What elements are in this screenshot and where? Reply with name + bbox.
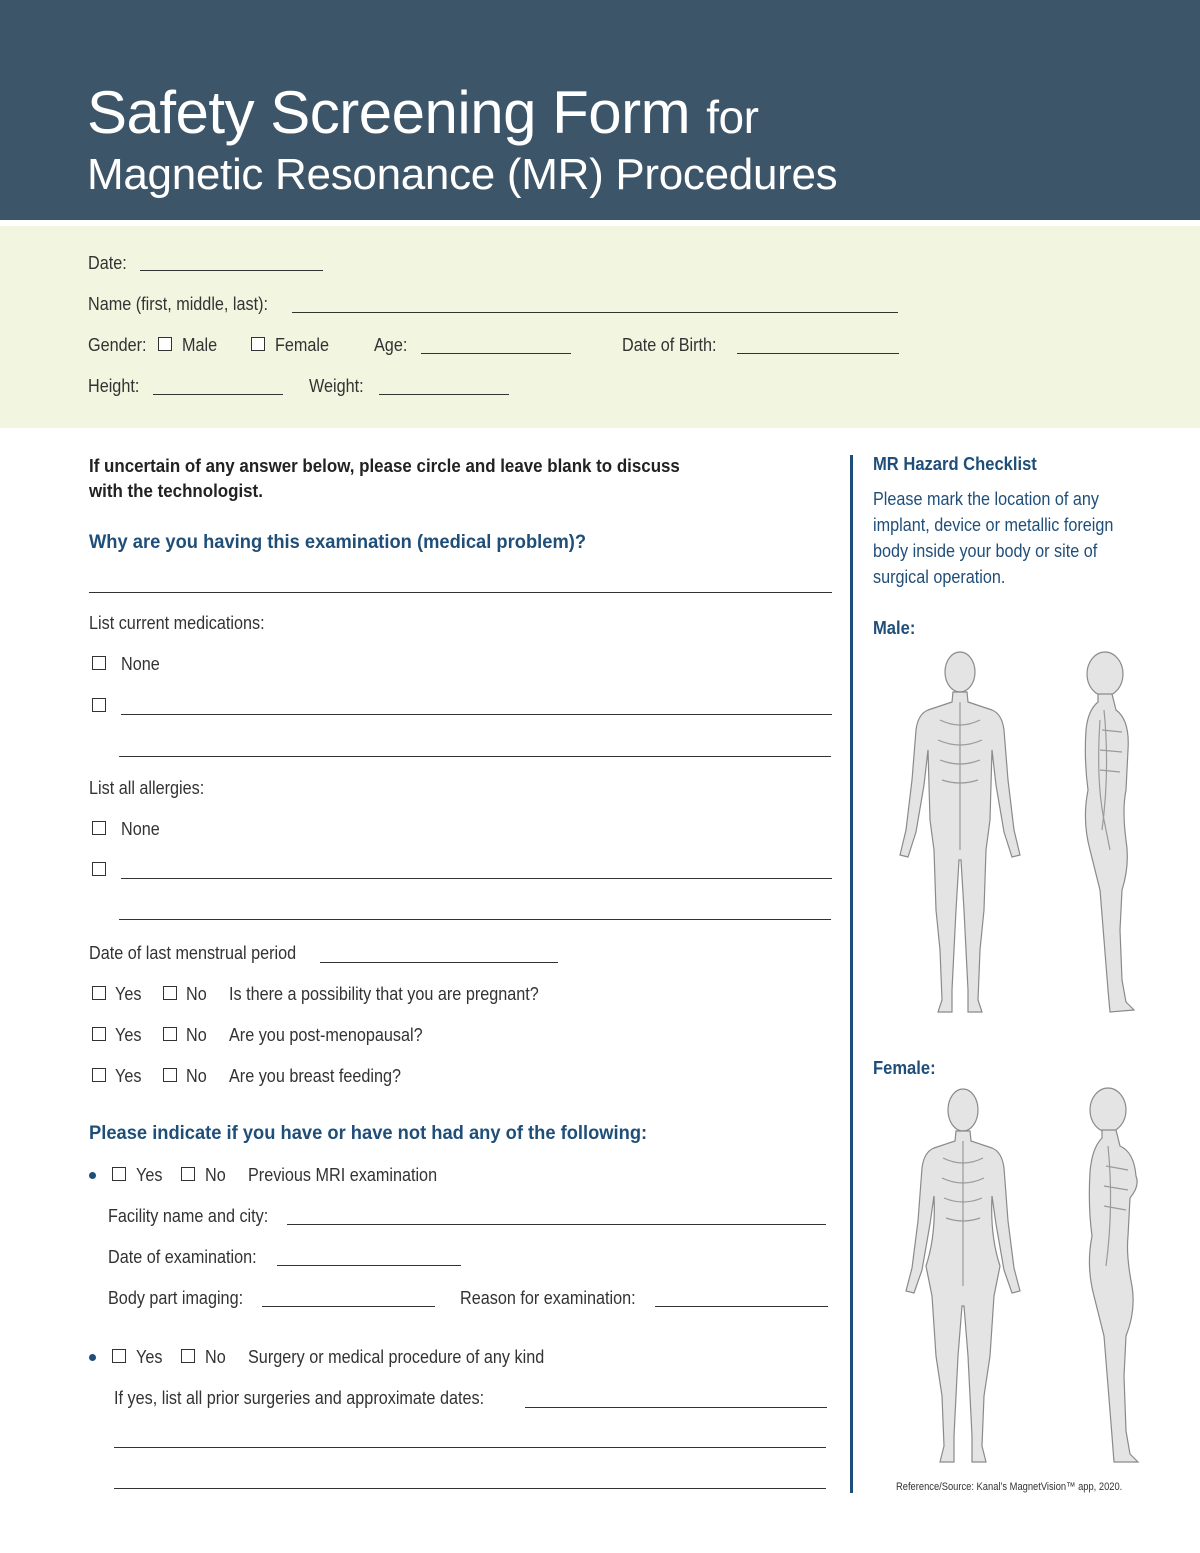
breastfeeding-no-label: No	[186, 1066, 207, 1086]
surgery-no-checkbox[interactable]	[181, 1349, 195, 1363]
gender-label: Gender:	[88, 335, 147, 355]
medications-field-1[interactable]	[121, 714, 832, 715]
medications-none-checkbox[interactable]	[92, 656, 106, 670]
sidebar-divider	[850, 455, 853, 1493]
medications-label: List current medications:	[89, 613, 265, 633]
intro-text-line1: If uncertain of any answer below, please circle and leave blank to discuss	[89, 456, 680, 476]
why-question: Why are you having this examination (medical problem)?	[89, 531, 587, 553]
medications-none-label: None	[121, 654, 160, 674]
female-front-figure[interactable]	[898, 1086, 1033, 1468]
form-subtitle: Magnetic Resonance (MR) Procedures	[87, 150, 838, 199]
breastfeeding-yes-label: Yes	[115, 1066, 142, 1086]
female-label: Female	[275, 335, 330, 355]
postmeno-no-checkbox[interactable]	[163, 1027, 177, 1041]
name-field[interactable]	[292, 312, 898, 313]
postmeno-question: Are you post-menopausal?	[229, 1025, 423, 1045]
allergies-none-label: None	[121, 819, 160, 839]
exam-date-label: Date of examination:	[108, 1247, 257, 1267]
male-figure-label: Male:	[873, 618, 916, 638]
indicate-heading: Please indicate if you have or have not had any of the following:	[89, 1122, 648, 1144]
pregnant-no-label: No	[186, 984, 207, 1004]
age-field[interactable]	[421, 353, 571, 354]
postmeno-no-label: No	[186, 1025, 207, 1045]
menstrual-field[interactable]	[320, 962, 558, 963]
height-label: Height:	[88, 376, 140, 396]
form-title	[87, 78, 758, 147]
female-checkbox[interactable]	[251, 337, 265, 351]
female-side-figure[interactable]	[1070, 1086, 1150, 1468]
pregnant-question: Is there a possibility that you are pregnant?	[229, 984, 539, 1004]
pregnant-yes-label: Yes	[115, 984, 142, 1004]
breastfeeding-no-checkbox[interactable]	[163, 1068, 177, 1082]
male-front-figure[interactable]	[888, 650, 1033, 1018]
reason-field[interactable]	[655, 1306, 828, 1307]
body-part-label: Body part imaging:	[108, 1288, 244, 1308]
allergies-field-2[interactable]	[119, 919, 831, 920]
surgery-list-label: If yes, list all prior surgeries and approximate dates:	[114, 1388, 485, 1408]
why-answer-field[interactable]	[89, 592, 832, 593]
prev-mri-no-checkbox[interactable]	[181, 1167, 195, 1181]
surgery-field-1[interactable]	[525, 1407, 827, 1408]
surgery-yes-label: Yes	[136, 1347, 163, 1367]
hazard-instructions: Please mark the location of any implant, device or metallic foreign body inside your body or site of surgical operation.	[873, 489, 1114, 587]
surgery-field-3[interactable]	[114, 1488, 826, 1489]
male-label: Male	[182, 335, 218, 355]
female-figure-label: Female:	[873, 1058, 936, 1078]
intro-text-line2: with the technologist.	[89, 481, 263, 501]
name-label: Name (first, middle, last):	[88, 294, 269, 314]
weight-label: Weight:	[309, 376, 364, 396]
reason-label: Reason for examination:	[460, 1288, 636, 1308]
allergies-none-checkbox[interactable]	[92, 821, 106, 835]
date-label: Date:	[88, 253, 127, 273]
height-field[interactable]	[153, 394, 283, 395]
allergies-list-checkbox[interactable]	[92, 862, 106, 876]
body-part-field[interactable]	[262, 1306, 435, 1307]
weight-field[interactable]	[379, 394, 509, 395]
prev-mri-question: Previous MRI examination	[248, 1165, 438, 1185]
patient-info-section	[0, 226, 1200, 428]
exam-date-field[interactable]	[277, 1265, 461, 1266]
postmeno-yes-label: Yes	[115, 1025, 142, 1045]
postmeno-yes-checkbox[interactable]	[92, 1027, 106, 1041]
breastfeeding-question: Are you breast feeding?	[229, 1066, 402, 1086]
dob-field[interactable]	[737, 353, 899, 354]
male-side-figure[interactable]	[1060, 650, 1140, 1018]
age-label: Age:	[374, 335, 408, 355]
allergies-label: List all allergies:	[89, 778, 205, 798]
menstrual-label: Date of last menstrual period	[89, 943, 297, 963]
prev-mri-yes-checkbox[interactable]	[112, 1167, 126, 1181]
male-checkbox[interactable]	[158, 337, 172, 351]
prev-mri-no-label: No	[205, 1165, 226, 1185]
facility-label: Facility name and city:	[108, 1206, 269, 1226]
surgery-no-label: No	[205, 1347, 226, 1367]
dob-label: Date of Birth:	[622, 335, 717, 355]
surgery-field-2[interactable]	[114, 1447, 826, 1448]
hazard-checklist-title: MR Hazard Checklist	[873, 454, 1037, 474]
allergies-field-1[interactable]	[121, 878, 832, 879]
bullet-icon	[89, 1354, 96, 1361]
breastfeeding-yes-checkbox[interactable]	[92, 1068, 106, 1082]
form-title-for: for	[706, 91, 759, 143]
date-field[interactable]	[140, 270, 323, 271]
form-title-main: Safety Screening Form	[87, 79, 691, 146]
medications-field-2[interactable]	[119, 756, 831, 757]
bullet-icon	[89, 1172, 96, 1179]
prev-mri-yes-label: Yes	[136, 1165, 163, 1185]
surgery-question: Surgery or medical procedure of any kind	[248, 1347, 545, 1367]
medications-list-checkbox[interactable]	[92, 698, 106, 712]
pregnant-no-checkbox[interactable]	[163, 986, 177, 1000]
facility-field[interactable]	[287, 1224, 826, 1225]
pregnant-yes-checkbox[interactable]	[92, 986, 106, 1000]
surgery-yes-checkbox[interactable]	[112, 1349, 126, 1363]
reference-source: Reference/Source: Kanal’s MagnetVision™ app, 2020.	[896, 1481, 1123, 1493]
